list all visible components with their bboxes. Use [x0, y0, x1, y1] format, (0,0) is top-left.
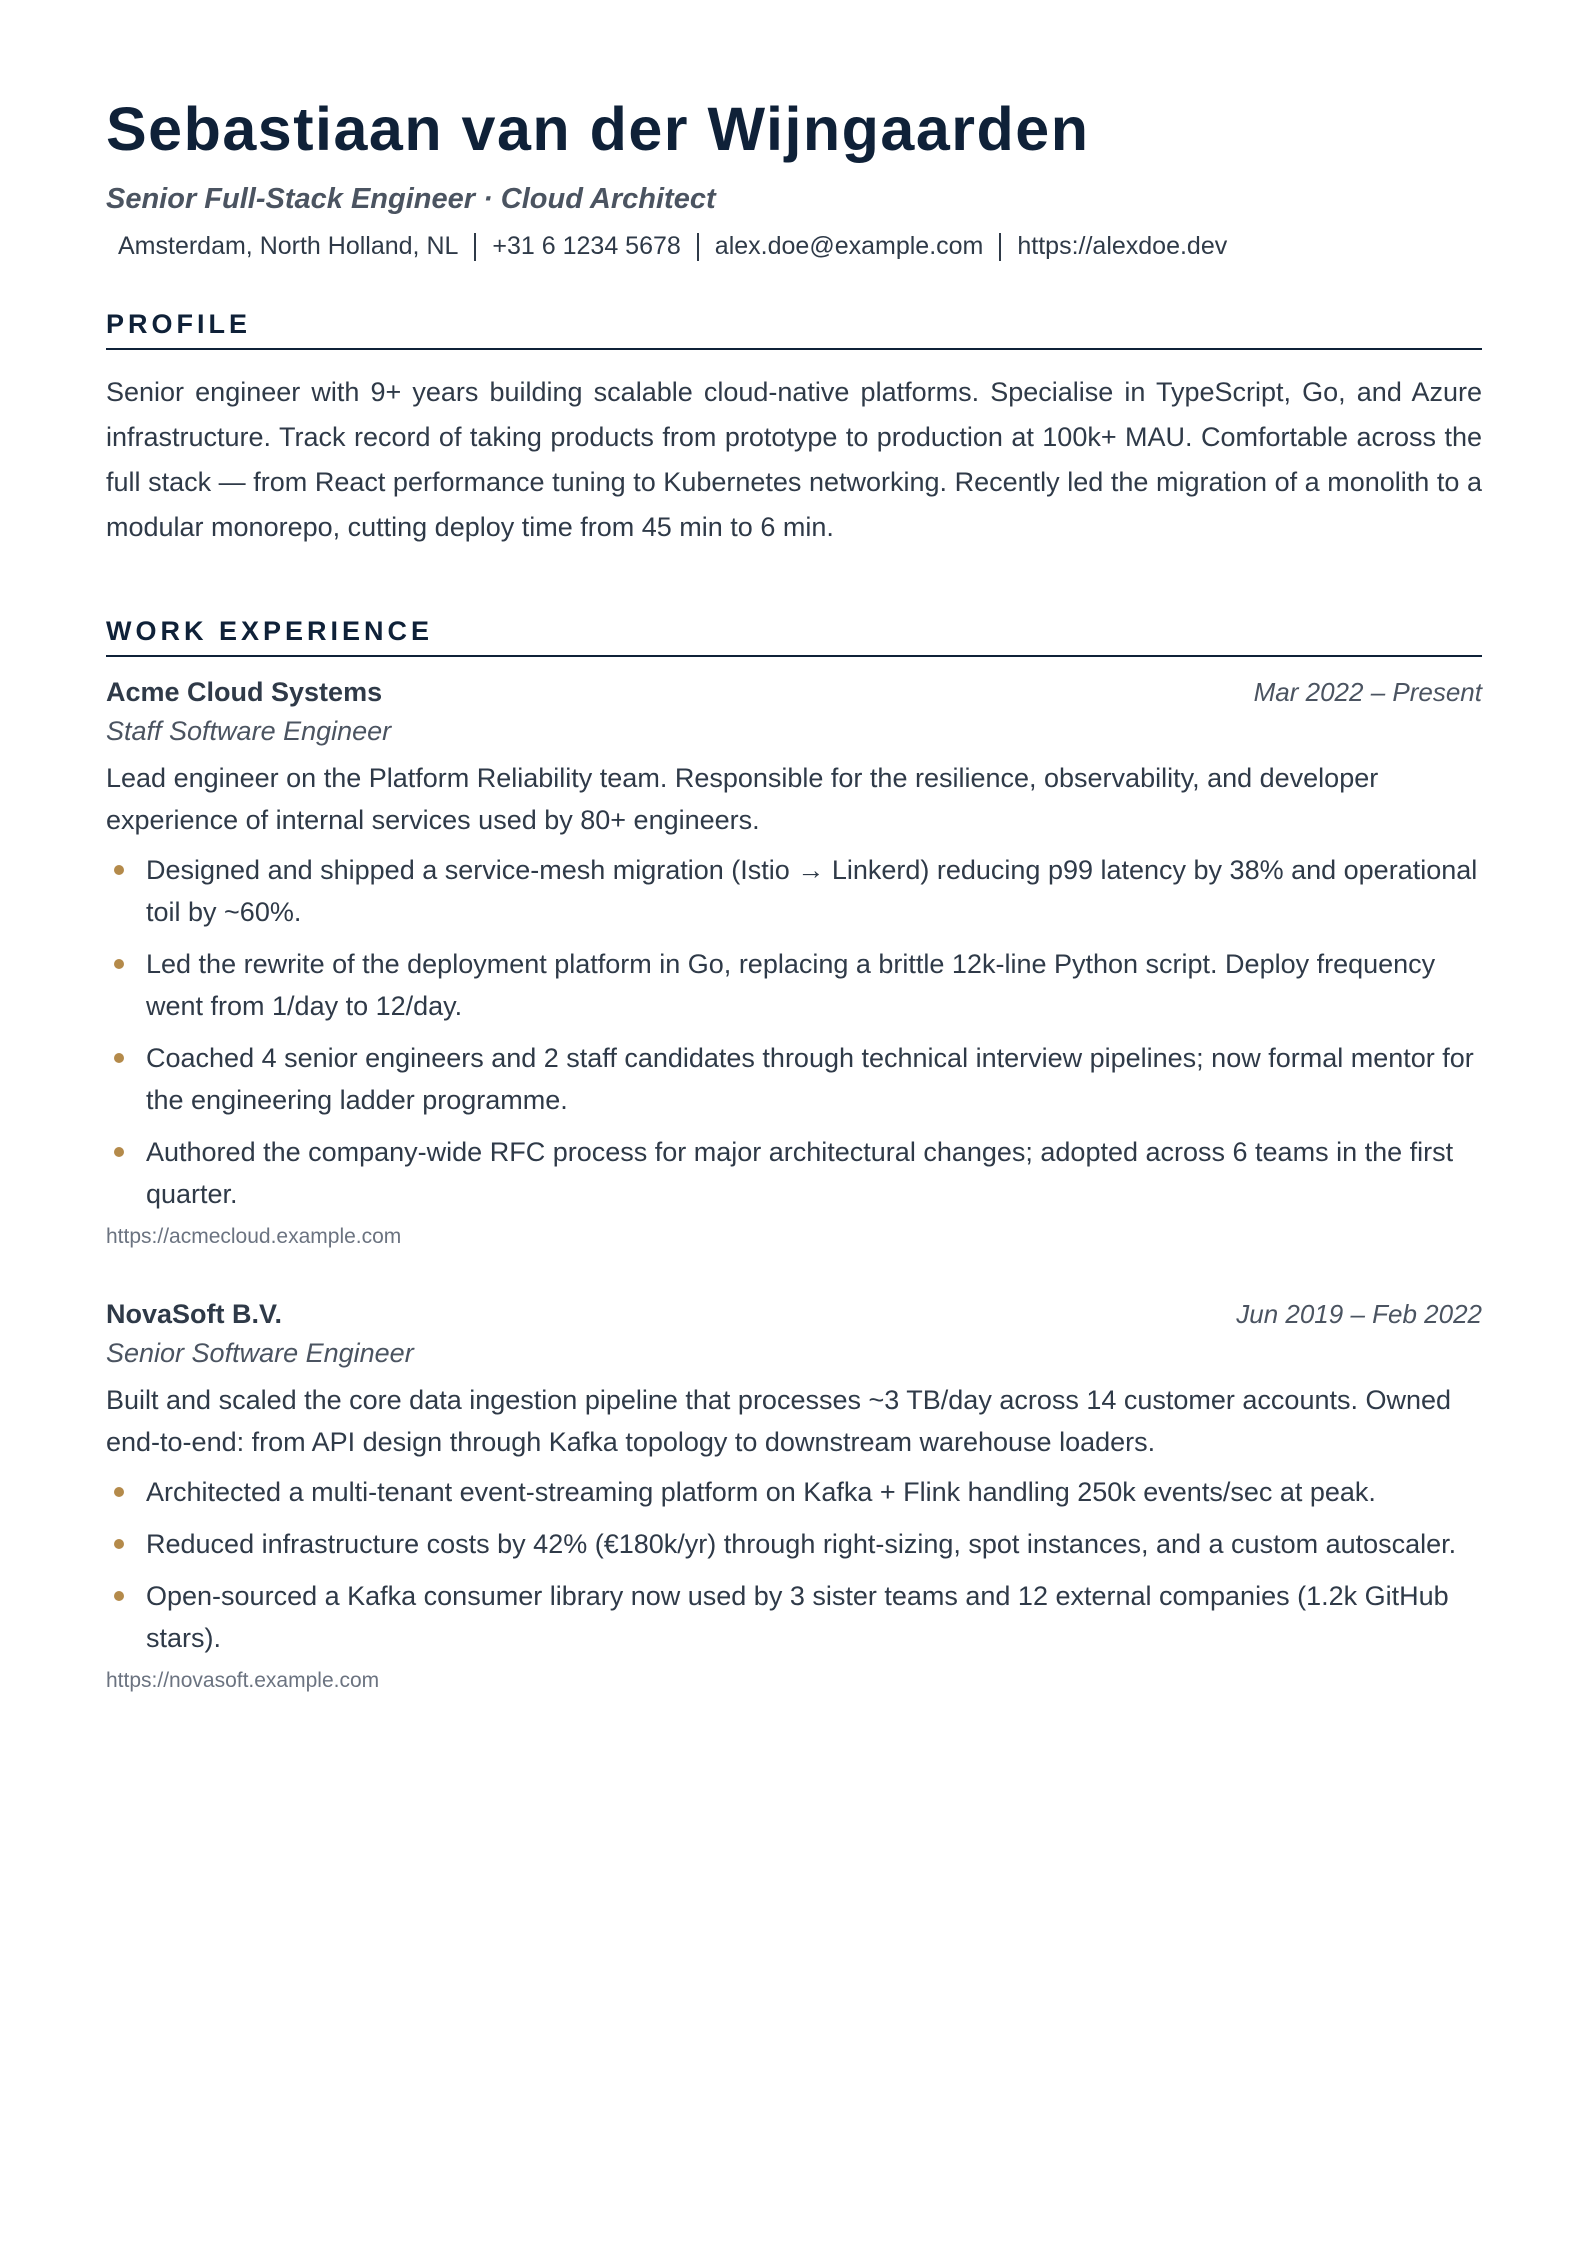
job-role: Staff Software Engineer [106, 716, 392, 747]
resume-header [106, 96, 1482, 261]
job-bullet [106, 1471, 1482, 1513]
job-company: NovaSoft B.V. [106, 1299, 283, 1330]
candidate-headline: Senior Full-Stack Engineer · Cloud Architect [106, 183, 716, 216]
bullet-dot-icon [114, 1487, 124, 1497]
job-bullet [106, 1131, 1482, 1215]
profile-section-title: PROFILE [106, 309, 1482, 350]
job-header [106, 677, 1482, 708]
job-bullet-text: Architected a multi-tenant event-streaming platform on Kafka + Flink handling 250k events/sec at peak. [146, 1477, 1376, 1508]
bullet-dot-icon [114, 1591, 124, 1601]
job-bullet [106, 1037, 1482, 1121]
experience-section-title: WORK EXPERIENCE [106, 616, 1482, 657]
job-url-link[interactable]: https://acmecloud.example.com [106, 1225, 402, 1249]
job-bullet-list [106, 1471, 1482, 1659]
bullet-dot-icon [114, 959, 124, 969]
job-dates: Jun 2019 – Feb 2022 [1236, 1299, 1482, 1330]
job-bullet [106, 849, 1482, 933]
job-role: Senior Software Engineer [106, 1338, 414, 1369]
job-bullet [106, 943, 1482, 1027]
job-bullet [106, 1523, 1482, 1565]
job-bullet-text: Open-sourced a Kafka consumer library now used by 3 sister teams and 12 external companies (1.2k GitHub stars). [146, 1581, 1449, 1654]
profile-text: Senior engineer with 9+ years building scalable cloud-native platforms. Specialise in TypeScript, Go, and Azure infrastructure. Track record of taking products from prototype to production at 100k+ MAU. Comfortable across the full stack — from React performance tuning to Kubernetes networking. Recently led the migration of a monolith to a modular monorepo, cutting deploy time from 45 min to 6 min. [106, 377, 1482, 543]
profile-section [106, 309, 1482, 550]
bullet-dot-icon [114, 1053, 124, 1063]
job-entry [106, 677, 1482, 1249]
bullet-dot-icon [114, 865, 124, 875]
contact-email[interactable]: alex.doe@example.com [714, 232, 984, 261]
job-bullet-text: Authored the company-wide RFC process for major architectural changes; adopted across 6 teams in the first quarter. [146, 1137, 1454, 1210]
contact-separator [474, 233, 476, 261]
experience-section [106, 616, 1482, 1693]
contact-website[interactable]: https://alexdoe.dev [1017, 232, 1228, 261]
bullet-dot-icon [114, 1539, 124, 1549]
job-company: Acme Cloud Systems [106, 677, 383, 708]
contact-separator [999, 233, 1001, 261]
contact-phone[interactable]: +31 6 1234 5678 [492, 232, 681, 261]
job-bullet-text: Designed and shipped a service-mesh migration (Istio → Linkerd) reducing p99 latency by 38% and operational toil by ~60%. [146, 855, 1478, 928]
job-summary: Lead engineer on the Platform Reliability team. Responsible for the resilience, observability, and developer experience of internal services used by 80+ engineers. [106, 763, 1379, 836]
contact-line [106, 232, 1482, 261]
contact-separator [697, 233, 699, 261]
job-bullet-text: Reduced infrastructure costs by 42% (€180k/yr) through right-sizing, spot instances, and a custom autoscaler. [146, 1529, 1457, 1560]
candidate-name: Sebastiaan van der Wijngaarden [106, 95, 1090, 163]
job-bullet [106, 1575, 1482, 1659]
job-dates: Mar 2022 – Present [1253, 677, 1482, 708]
job-header [106, 1299, 1482, 1330]
contact-location: Amsterdam, North Holland, NL [118, 232, 459, 261]
job-entry [106, 1299, 1482, 1693]
job-bullet-text: Coached 4 senior engineers and 2 staff candidates through technical interview pipelines; now formal mentor for the engineering ladder programme. [146, 1043, 1474, 1116]
job-url-link[interactable]: https://novasoft.example.com [106, 1669, 380, 1693]
job-summary: Built and scaled the core data ingestion pipeline that processes ~3 TB/day across 14 customer accounts. Owned end-to-end: from API design through Kafka topology to downstream warehouse loaders. [106, 1385, 1452, 1458]
job-bullet-text: Led the rewrite of the deployment platform in Go, replacing a brittle 12k-line Python script. Deploy frequency went from 1/day to 12/day. [146, 949, 1436, 1022]
bullet-dot-icon [114, 1147, 124, 1157]
job-bullet-list [106, 849, 1482, 1215]
